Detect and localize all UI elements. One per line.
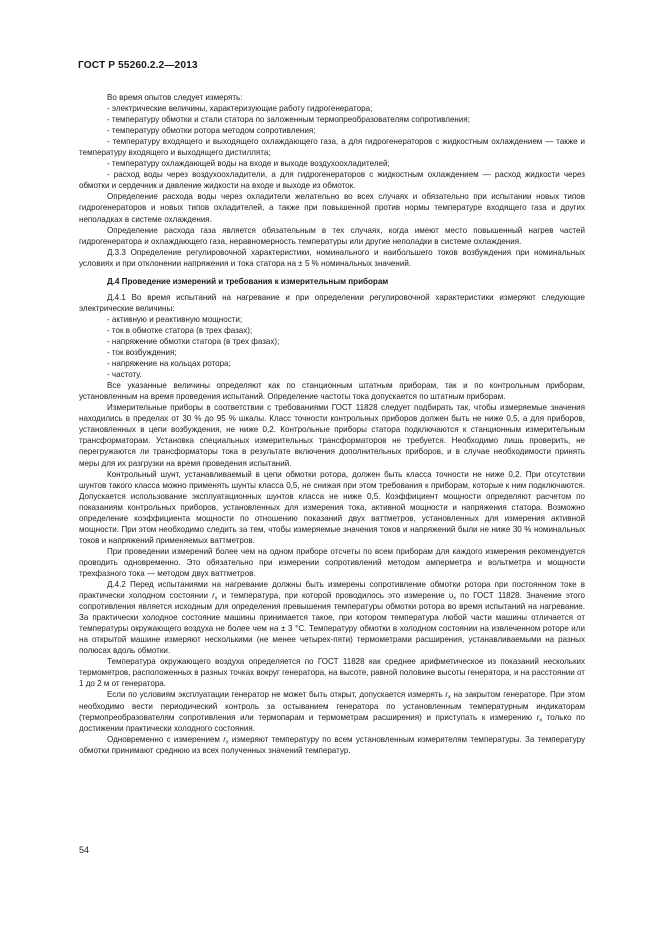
quantity-item: - ток возбуждения; <box>107 348 177 358</box>
quantity-item: - частоту. <box>107 370 142 380</box>
paragraph-accuracy: Измерительные приборы в соответствии с требованиями ГОСТ 11828 следует подбирать так, чтобы измеряемые значения находились в пределах от 30 % до 95 % шкалы. Класс точности контрольных приборов должен быть не ниже 0,5, а для приборов, установленных в цепи возбуждения, не ниже 0,2. Контрольные приборы статора подключаются к станционным измерительным трансформаторам. Установка специальных измерительных трансформаторов не требуется. Необходимо лишь проверить, не перегружаются ли трансформаторы тока в результате включения дополнительных приборов, и в случае необходимости принять меры для их разгрузки на время проведения испытаний. <box>79 403 585 468</box>
paragraph-gas-flow: Определение расхода газа является обязательным в тех случаях, когда имеют место повышенный нагрев частей гидрогенератора и охлаждающего газа, неравномерность температуры или другие неполадки в системе охлаждения. <box>79 225 585 246</box>
symbol-r: r <box>212 591 215 601</box>
document-body <box>79 92 585 756</box>
quantity-item: - ток в обмотке статора (в трех фазах); <box>107 325 253 335</box>
measure-item: - температуру обмотки и стали статора по заложенным термопреобразователям сопротивления; <box>107 115 470 125</box>
section-heading-d4: Д.4 Проведение измерений и требования к измерительным приборам <box>107 276 389 286</box>
quantity-item: - напряжение обмотки статора (в трех фазах); <box>107 336 280 346</box>
measure-item: - расход воды через воздухоохладители, а для гидрогенераторов с жидкостным охлаждением — расход жидкости через обмотки и сердечник и давление жидкости на входе и выходе из обмоток. <box>79 170 585 191</box>
symbol-theta: υ <box>448 591 454 601</box>
symbol-r: r <box>536 712 540 722</box>
measure-intro: Во время опытов следует измерять: <box>107 93 243 102</box>
quantity-item: - напряжение на кольцах ротора; <box>107 359 231 369</box>
measure-item: - температуру входящего и выходящего охлаждающего газа, а для гидрогенераторов с жидкостным охлаждением — также и температуру входящего и выходящего дистиллята; <box>79 137 585 158</box>
symbol-r: r <box>445 690 449 700</box>
paragraph-instruments: Все указанные величины определяют как по станционным штатным приборам, так и по контрольным приборам, установленным на время проведения испытаний. Определение частоты тока допускается по штатным приборам. <box>79 381 585 402</box>
paragraph-d41-intro: Д.4.1 Во время испытаний на нагревание и при определении регулировочной характеристики измеряют следующие электрические величины: <box>79 292 585 313</box>
paragraph-d42: Д.4.2 Перед испытаниями на нагревание должны быть измерены сопротивление обмотки ротора при постоянном токе в практически холодном состоянии $r_x$ и температура, при которой проводилось это измерение $\upsilon_x$ по ГОСТ 11828. Значение этого сопротивления является исходным для определения превышения температуры обмотки ротора во время испытаний на нагревание. За практически холодное состояние машины принимается такое, при котором температура любой части машины отличается от температуры окружающего воздуха не более чем на ± 3 °С. Температуру обмотки в холодном состоянии на извлеченном роторе или на открытой машине измеряют несколькими (не менее четырех-пяти) термометрами расширения, устанавливаемыми на разных полюсах вдоль обмотки. <box>79 580 585 656</box>
paragraph-ambient-temp: Температура окружающего воздуха определяется по ГОСТ 11828 как среднее арифметическое из показаний нескольких термометров, расположенных в разных точках вокруг генератора, на высоте, равной половине высоты генератора, и на расстоянии от 1 до 2 м от генератора. <box>79 657 585 689</box>
paragraph-simultaneous: При проведении измерений более чем на одном приборе отсчеты по всем приборам для каждого измерения рекомендуется проводить одновременно. Это обязательно при измерении сопротивлений методом амперметра и вольтметра и мощности трехфазного тока — методом двух ваттметров. <box>79 546 585 578</box>
symbol-r: r <box>223 734 226 744</box>
paragraph-water-flow: Определение расхода воды через охладители желательно во всех случаях и обязательно при испытании новых типов гидрогенераторов и новых типов охладителей, а также при повышенной против нормы температуре входящего газа и других неполадках в системе охлаждения. <box>79 192 585 224</box>
measure-item: - температуру обмотки ротора методом сопротивления; <box>107 126 316 136</box>
paragraph-closed-generator: Если по условиям эксплуатации генератор не может быть открыт, допускается измерять $r_x$ на закрытом генераторе. При этом необходимо вести периодический контроль за остыванием генератора по установленным температурным индикаторам (термопреобразователям сопротивления или термопарам и термометрам расширения) и приступать к измерению $r_x$ только по достижении практически холодного состояния. <box>79 690 585 733</box>
paragraph-simultaneous-temp: Одновременно с измерением $r_x$ измеряют температуру по всем установленным измерителям температуры. За температуру обмотки принимают среднюю из всех полученных значений температур. <box>79 734 585 755</box>
page-number: 54 <box>79 845 90 855</box>
standard-header: ГОСТ Р 55260.2.2—2013 <box>78 60 198 71</box>
paragraph-shunt: Контрольный шунт, устанавливаемый в цепи обмотки ротора, должен быть класса точности не ниже 0,2. При отсутствии шунтов такого класса можно применять шунты класса 0,5, не снижая при этом требования к приборам, которые к ним подключаются. Допускается использование эксплуатационных шунтов класса не ниже 0,5. Коэффициент мощности определяют расчетом по показаниям контрольных приборов, установленных для измерения тока, активной мощности и напряжения статора. Возможно определение коэффициента мощности по отношению показаний двух ваттметров, установленных для измерения активной мощности. При этом необходимо следить за тем, чтобы измеряемые значения токов и напряжений были не ниже 30 % номинальных токов и напряжений применяемых ваттметров. <box>79 469 585 545</box>
quantity-item: - активную и реактивную мощности; <box>107 314 243 324</box>
measure-item: - электрические величины, характеризующие работу гидрогенератора; <box>107 104 373 114</box>
measure-item: - температуру охлаждающей воды на входе и выходе воздухоохладителей; <box>107 159 390 169</box>
paragraph-d33: Д.3.3 Определение регулировочной характеристики, номинального и наибольшего токов возбуждения при номинальных условиях и при отклонении напряжения и тока статора на ± 5 % номинальных значений. <box>79 247 585 268</box>
